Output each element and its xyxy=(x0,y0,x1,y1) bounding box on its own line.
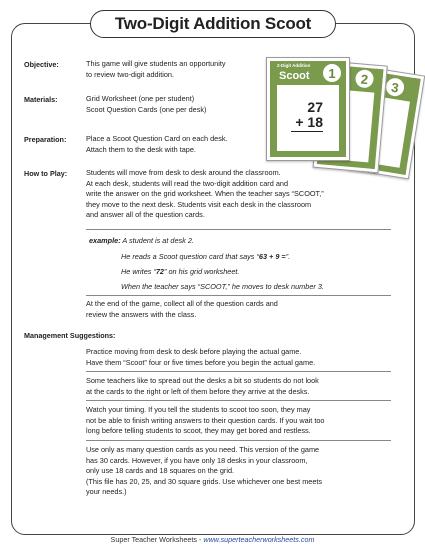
card-bottom-strip xyxy=(270,151,346,157)
example-intro xyxy=(89,236,194,245)
management-label: Management Suggestions: xyxy=(24,331,116,340)
end-of-game-text xyxy=(86,299,278,320)
management-line: (This file has 20, 25, and 30 square grids. Use whichever one best meets xyxy=(86,476,323,486)
card-addend-bottom: + 18 xyxy=(291,115,323,132)
management-paragraph-4 xyxy=(86,445,322,498)
management-line: not be able to finish writing answers to their question cards. If you wait too xyxy=(86,415,325,425)
management-line: at the cards to the right or left of them before they arrive at the desks. xyxy=(86,386,310,396)
example-label: example: xyxy=(89,236,121,245)
how-to-play-line: write the answer on the grid worksheet. When the teacher says “SCOOT,” xyxy=(86,189,324,199)
how-to-play-line: and answer all of the question cards. xyxy=(86,210,205,220)
page-title: Two-Digit Addition Scoot xyxy=(114,14,312,33)
management-line: Practice moving from desk to desk before playing the actual game. xyxy=(86,347,302,356)
footer-text: Super Teacher Worksheets - xyxy=(110,535,204,544)
example-line-2-text: He writes “ xyxy=(121,267,156,276)
footer xyxy=(0,535,425,544)
card-scoot-word: Scoot xyxy=(279,70,310,82)
materials-line: Scoot Question Cards (one per desk) xyxy=(86,104,207,114)
card-number-badge: 1 xyxy=(323,64,341,82)
end-line: At the end of the game, collect all of the question cards and xyxy=(86,299,278,308)
how-to-play-line: they move to the next desk. Students visit each desk in the classroom xyxy=(86,199,312,209)
management-line: Use only as many question cards as you need. This version of the game xyxy=(86,445,320,454)
preparation-line: Place a Scoot Question Card on each desk. xyxy=(86,134,228,143)
management-rule-3 xyxy=(86,440,391,441)
title-banner xyxy=(90,10,336,38)
card-number-badge: 2 xyxy=(355,69,375,89)
materials-text xyxy=(86,94,206,115)
how-to-play-line: Students will move from desk to desk around the classroom. xyxy=(86,168,281,177)
how-to-play-label: How to Play: xyxy=(24,169,68,178)
card-problem xyxy=(291,100,323,132)
management-paragraph-3 xyxy=(86,405,325,437)
example-line-3: When the teacher says “SCOOT,” he moves to desk number 3. xyxy=(121,282,324,291)
card-addend-top: 27 xyxy=(307,99,323,115)
footer-url-link[interactable]: www.superteacherworksheets.com xyxy=(203,535,315,544)
end-line: review the answers with the class. xyxy=(86,309,197,319)
management-paragraph-1 xyxy=(86,347,315,368)
preparation-text xyxy=(86,134,228,155)
example-line-1-text: He reads a Scoot question card that says “ xyxy=(121,252,259,261)
example-top-rule xyxy=(86,229,391,230)
card-number-badge: 3 xyxy=(385,77,406,98)
objective-line: to review two-digit addition. xyxy=(86,69,175,79)
how-to-play-text xyxy=(86,168,324,221)
how-to-play-line: At each desk, students will read the two-digit addition card and xyxy=(86,178,288,188)
example-problem: 63 + 9 = xyxy=(258,252,286,261)
management-line: has 30 cards. However, if you have only 18 desks in your classroom, xyxy=(86,455,308,465)
preparation-label: Preparation: xyxy=(24,135,67,144)
management-line: your needs.) xyxy=(86,487,127,497)
example-line-2-end: ” on his grid worksheet. xyxy=(164,267,240,276)
materials-line: Grid Worksheet (one per student) xyxy=(86,94,195,103)
example-line-1-end: ”. xyxy=(285,252,291,261)
management-line: Watch your timing. If you tell the students to scoot too soon, they may xyxy=(86,405,311,414)
preparation-line: Attach them to the desk with tape. xyxy=(86,144,196,154)
example-bottom-rule xyxy=(86,295,391,296)
card-left-strip xyxy=(270,61,277,157)
objective-label: Objective: xyxy=(24,60,59,69)
example-answer: 72 xyxy=(155,267,164,276)
management-line: long before telling students to scoot, they may get bored and restless. xyxy=(86,426,311,436)
management-line: Have them “Scoot” four or five times before you begin the actual game. xyxy=(86,357,316,367)
scoot-card-1 xyxy=(266,57,350,161)
management-rule-2 xyxy=(86,400,391,401)
management-rule-1 xyxy=(86,371,391,372)
example-intro-text: A student is at desk 2. xyxy=(122,236,194,245)
objective-line: This game will give students an opportunity xyxy=(86,59,226,68)
objective-text xyxy=(86,59,226,80)
management-line: Some teachers like to spread out the desks a bit so students do not look xyxy=(86,376,319,385)
card-subtitle: 2-Digit Addition xyxy=(277,63,311,68)
example-line-2 xyxy=(121,267,239,276)
example-line-1 xyxy=(121,252,290,261)
management-line: only use 18 cards and 18 squares on the grid. xyxy=(86,466,235,476)
management-paragraph-2 xyxy=(86,376,319,397)
materials-label: Materials: xyxy=(24,95,58,104)
